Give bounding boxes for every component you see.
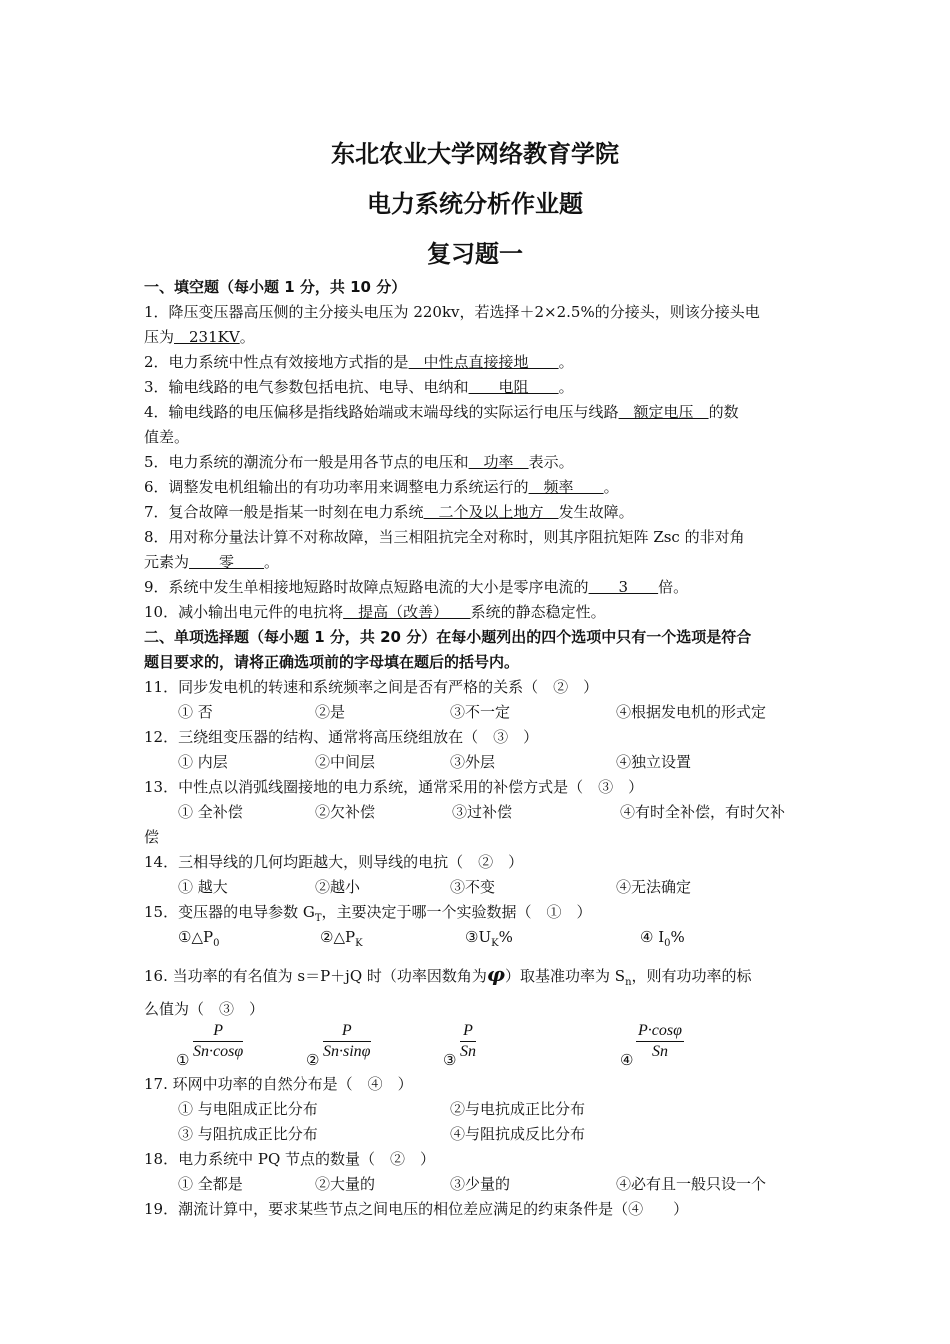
q1-line-a: 1．降压变压器高压侧的主分接头电压为 220kv，若选择＋2×2.5%的分接头，则该分接头电 (144, 303, 760, 321)
q16-option-2-mark: ② (306, 1051, 320, 1069)
q15-option-3-sub: K (491, 938, 499, 949)
q3-answer: 电阻 (468, 378, 559, 396)
q2-line (144, 352, 574, 372)
q3-end: 。 (558, 378, 574, 396)
q6-line (144, 477, 619, 497)
q4-text: 4．输电线路的电压偏移是指线路始端或末端母线的实际运行电压与线路 (144, 403, 619, 421)
q16-text-end: ，则有功功率的标 (631, 967, 752, 985)
q8-text: 元素为 (144, 553, 190, 571)
q17-option-4: ④与阻抗成反比分布 (450, 1125, 586, 1143)
q15-option-1-text: ①△P (178, 928, 214, 946)
q5-answer: 功率 (468, 453, 529, 471)
q12-option-1: ① 内层 (178, 753, 228, 771)
q15-text: 15．变压器的电导参数 G (144, 903, 315, 921)
q18-option-4: ④必有且一般只设一个 (616, 1175, 767, 1193)
q13-stem: 13．中性点以消弧线圈接地的电力系统，通常采用的补偿方式是（ ③ ） (144, 778, 644, 796)
q18-option-1: ① 全都是 (178, 1175, 243, 1193)
phi-symbol: φ (486, 962, 506, 986)
q15-option-4 (640, 927, 685, 954)
q1-end: 。 (239, 328, 255, 346)
q10-end: 系统的静态稳定性。 (470, 603, 606, 621)
q5-text: 5．电力系统的潮流分布一般是用各节点的电压和 (144, 453, 469, 471)
q1-answer: 231KV (174, 328, 240, 346)
q15-option-3 (465, 927, 513, 954)
q6-answer: 频率 (528, 478, 604, 496)
q14-option-4: ④无法确定 (616, 878, 692, 896)
q8-answer: 零 (189, 553, 265, 571)
q16-stem-b: 么值为（ ③ ） (144, 1000, 265, 1018)
q15-option-3-text: ③U (465, 928, 492, 946)
q13-option-3: ③过补偿 (452, 803, 513, 821)
q16-option-1-num: P (193, 1021, 243, 1042)
q16-option-1-formula (193, 1021, 243, 1062)
q3-text: 3．输电线路的电气参数包括电抗、电导、电纳和 (144, 378, 469, 396)
q16-option-1-mark: ① (176, 1051, 190, 1069)
q11-option-4: ④根据发电机的形式定 (616, 703, 767, 721)
q9-line (144, 577, 688, 597)
q16-text: 16. 当功率的有名值为 s＝P＋jQ 时（功率因数角为 (144, 967, 487, 985)
q15-option-1 (178, 927, 219, 954)
q15-option-4-pct: % (670, 928, 685, 946)
q16-option-4-den: Sn (651, 1043, 668, 1060)
q16-option-2-num: P (323, 1021, 371, 1042)
q18-option-2: ②大量的 (315, 1175, 376, 1193)
q12-stem: 12．三绕组变压器的结构、通常将高压绕组放在（ ③ ） (144, 728, 539, 746)
q16-option-3-formula (460, 1021, 476, 1062)
q17-stem: 17. 环网中功率的自然分布是（ ④ ） (144, 1075, 413, 1093)
q14-option-3: ③不变 (450, 878, 496, 896)
q8-line-a: 8．用对称分量法计算不对称故障，当三相阻抗完全对称时，则其序阻抗矩阵 Zsc 的非对角 (144, 528, 745, 546)
q14-option-1: ① 越大 (178, 878, 228, 896)
q15-option-2 (320, 927, 363, 954)
q5-line (144, 452, 574, 472)
q7-end: 发生故障。 (558, 503, 634, 521)
q13-option-4-wrap: 偿 (144, 828, 160, 846)
q8-line-b (144, 552, 279, 572)
q4-line-a (144, 402, 739, 422)
q19-stem: 19．潮流计算中，要求某些节点之间电压的相位差应满足的约束条件是（④ ） (144, 1200, 689, 1218)
q15-stem (144, 902, 592, 929)
q11-option-3: ③不一定 (450, 703, 511, 721)
q2-text: 2．电力系统中性点有效接地方式指的是 (144, 353, 409, 371)
q16-option-4-num: P·cosφ (636, 1021, 684, 1042)
q12-option-3: ③外层 (450, 753, 496, 771)
q16-subscript: n (625, 977, 632, 988)
q16-option-3-den: Sn (460, 1043, 476, 1060)
school-title: 东北农业大学网络教育学院 (331, 140, 619, 168)
q16-text-mid: ）取基准功率为 S (505, 967, 626, 985)
q10-text: 10．减小输出电元件的电抗将 (144, 603, 344, 621)
q9-end: 倍。 (658, 578, 689, 596)
q11-option-1: ① 否 (178, 703, 213, 721)
q14-stem: 14．三相导线的几何均距越大，则导线的电抗（ ② ） (144, 853, 524, 871)
course-title: 电力系统分析作业题 (367, 190, 583, 218)
q13-option-4: ④有时全补偿，有时欠补 (620, 803, 786, 821)
q18-option-3: ③少量的 (450, 1175, 511, 1193)
section2-heading-a: 二、单项选择题（每小题 1 分，共 20 分）在每小题列出的四个选项中只有一个选项是符合 (144, 628, 752, 646)
set-title: 复习题一 (427, 240, 523, 268)
q13-option-1: ① 全补偿 (178, 803, 243, 821)
q15-option-3-pct: % (498, 928, 513, 946)
q12-option-2: ②中间层 (315, 753, 376, 771)
q16-stem-a (144, 964, 752, 993)
q16-option-2-den: Sn·sinφ (323, 1043, 371, 1060)
q1-line-b (144, 327, 255, 347)
q16-option-4-mark: ④ (620, 1051, 634, 1069)
q4-line-b: 值差。 (144, 428, 190, 446)
q16-option-2-formula (323, 1021, 371, 1062)
q2-end: 。 (558, 353, 574, 371)
q18-stem: 18．电力系统中 PQ 节点的数量（ ② ） (144, 1150, 436, 1168)
q5-end: 表示。 (528, 453, 574, 471)
q6-end: 。 (603, 478, 619, 496)
q7-line (144, 502, 634, 522)
q15-option-1-sub: 0 (213, 938, 220, 949)
q15-option-2-sub: K (355, 938, 363, 949)
q17-option-2: ②与电抗成正比分布 (450, 1100, 586, 1118)
q4-answer: 额定电压 (618, 403, 709, 421)
q16-option-3-mark: ③ (443, 1051, 457, 1069)
section1-heading: 一、填空题（每小题 1 分，共 10 分） (144, 278, 407, 296)
q7-text: 7．复合故障一般是指某一时刻在电力系统 (144, 503, 424, 521)
q4-end: 的数 (708, 403, 739, 421)
q11-option-2: ②是 (315, 703, 346, 721)
q16-option-1-den: Sn·cosφ (193, 1043, 244, 1060)
q13-option-2: ②欠补偿 (315, 803, 376, 821)
q6-text: 6．调整发电机组输出的有功功率用来调整电力系统运行的 (144, 478, 529, 496)
q12-option-4: ④独立设置 (616, 753, 692, 771)
q14-option-2: ②越小 (315, 878, 361, 896)
q10-answer: 提高（改善） (343, 603, 471, 621)
q9-answer: 3 (588, 578, 659, 596)
q16-option-4-formula (636, 1021, 684, 1062)
q15-subscript: T (314, 913, 322, 924)
q3-line (144, 377, 574, 397)
q8-end: 。 (264, 553, 280, 571)
q10-line (144, 602, 606, 622)
q15-option-2-text: ②△P (320, 928, 356, 946)
q1-text: 压为 (144, 328, 175, 346)
q15-text-end: ，主要决定于哪一个实验数据（ ① ） (321, 903, 592, 921)
q2-answer: 中性点直接接地 (408, 353, 559, 371)
q15-option-4-sub: 0 (664, 938, 671, 949)
q17-option-1: ① 与电阻成正比分布 (178, 1100, 318, 1118)
q15-option-4-text: ④ I (640, 928, 665, 946)
q9-text: 9．系统中发生单相接地短路时故障点短路电流的大小是零序电流的 (144, 578, 589, 596)
q16-option-3-num: P (460, 1021, 476, 1042)
section2-heading-b: 题目要求的，请将正确选项前的字母填在题后的括号内。 (144, 653, 520, 671)
q17-option-3: ③ 与阻抗成正比分布 (178, 1125, 318, 1143)
q11-stem: 11．同步发电机的转速和系统频率之间是否有严格的关系（ ② ） (144, 678, 599, 696)
q7-answer: 二个及以上地方 (423, 503, 559, 521)
